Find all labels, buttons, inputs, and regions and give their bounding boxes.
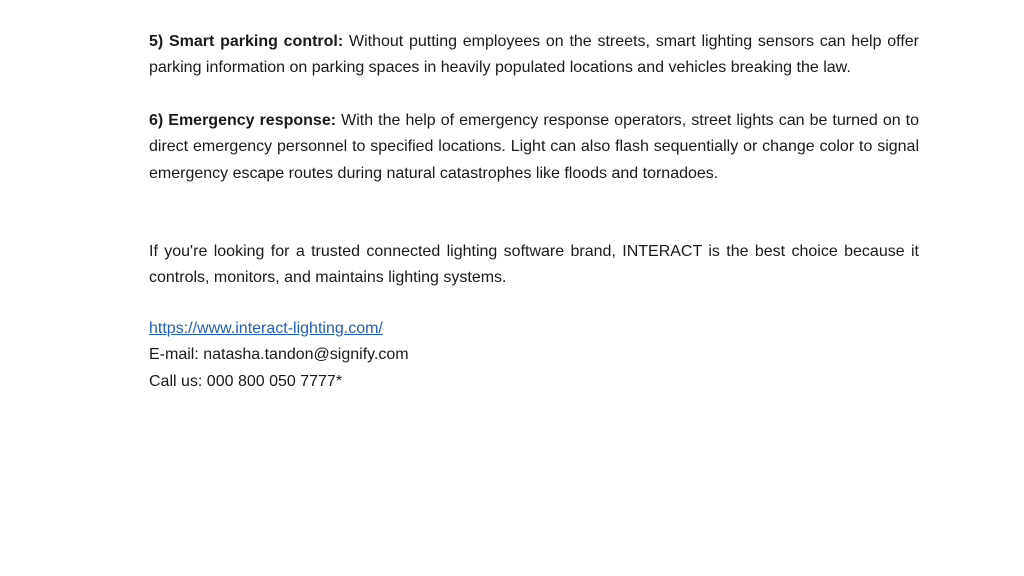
section-smart-parking: [149, 29, 919, 82]
contact-block: [149, 316, 919, 395]
spacer: [149, 187, 919, 239]
section-text: Without putting employees on the streets, smart lighting sensors can help offer parking information on parking spaces in heavily populated locations and vehicles breaking the law.: [149, 33, 920, 77]
section-text: With the help of emergency response operators, street lights can be turned on to direct emergency personnel to specified locations. Light can also flash sequentially or change color to signal emergency escape routes during natural catastrophes like floods and tornadoes.: [149, 111, 920, 182]
spacer: [149, 292, 919, 316]
section-emergency-response: [149, 108, 919, 187]
email-text: E-mail: natasha.tandon@signify.com: [149, 346, 409, 364]
section-heading: 6) Emergency response:: [149, 111, 337, 129]
section-heading: 5) Smart parking control:: [149, 33, 344, 50]
website-link[interactable]: https://www.interact-lighting.com/: [149, 319, 383, 337]
closing-paragraph: If you're looking for a trusted connected lighting software brand, INTERACT is the best choice because it controls, monitors, and maintains lighting systems.: [149, 243, 919, 287]
spacer: [149, 82, 919, 108]
phone-text: Call us: 000 800 050 7777*: [149, 372, 343, 390]
document-body: [149, 29, 919, 395]
